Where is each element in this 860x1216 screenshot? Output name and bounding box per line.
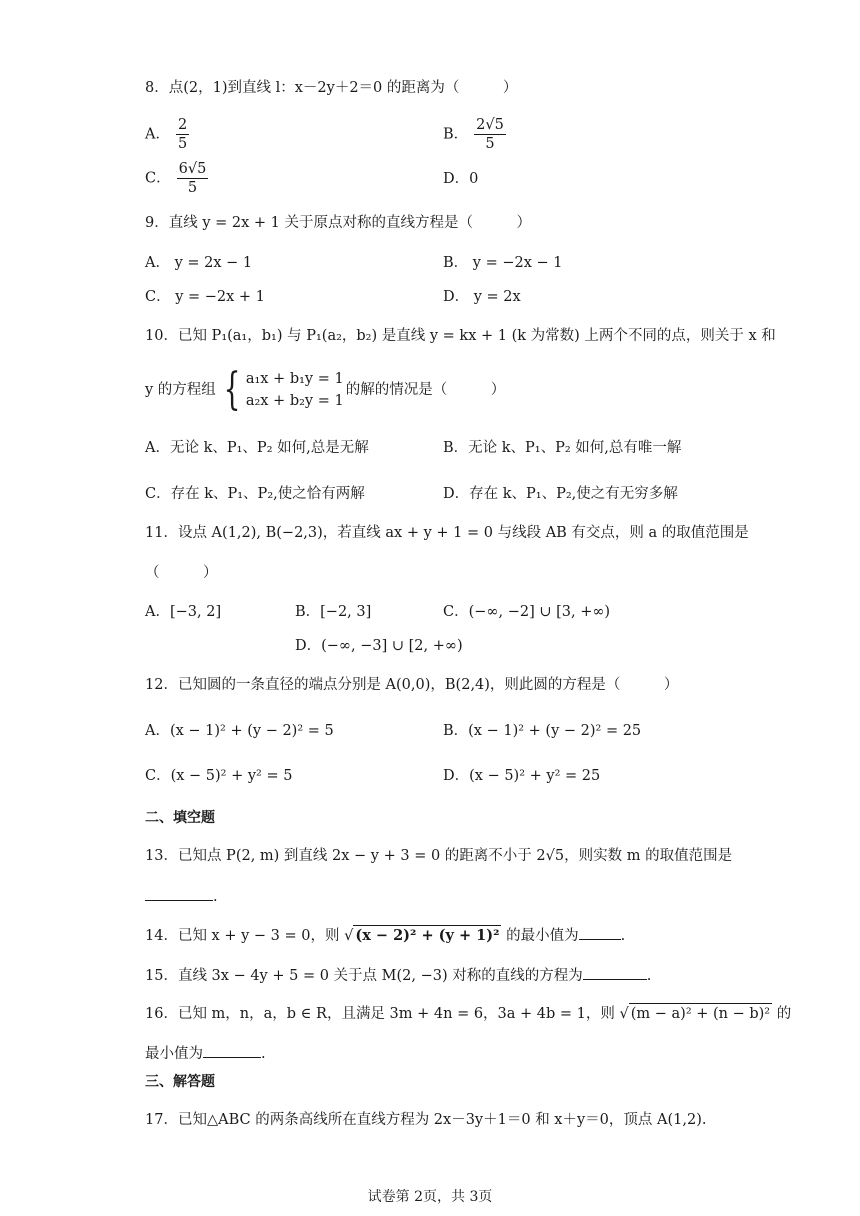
q10-option-c: C．存在 k、P₁、P₂,使之恰有两解	[145, 486, 365, 502]
q12-option-a: A．(x − 1)² + (y − 2)² = 5	[145, 723, 334, 739]
q8-option-c-label: C．	[145, 170, 171, 187]
q8-b-denominator: 5	[485, 136, 495, 152]
q14-post: 的最小值为	[506, 928, 579, 944]
q10-equations	[246, 368, 344, 412]
brace-icon: {	[223, 364, 241, 415]
q11-option-d: D．(−∞, −3] ∪ [2, +∞)	[295, 638, 463, 654]
q8-c-denominator: 5	[187, 180, 198, 196]
q8-option-b-label: B．	[443, 126, 469, 143]
q10-stem-line1: 10．已知 P₁(a₁，b₁) 与 P₁(a₂，b₂) 是直线 y = kx + 1 (k 为常数) 上两个不同的点，则关于 x 和	[145, 328, 776, 344]
q9-stem: 9．直线 y = 2x + 1 关于原点对称的直线方程是（ ）	[145, 215, 531, 231]
section-heading-solutions: 三、解答题	[145, 1074, 215, 1090]
q11-option-b: B．[−2, 3]	[295, 604, 372, 620]
q8-option-a-label: A．	[145, 126, 170, 143]
q15-stem	[145, 965, 651, 986]
q12-option-d: D．(x − 5)² + y² = 25	[443, 768, 601, 784]
q8-option-a-fraction	[176, 116, 189, 153]
section-heading-fill-in: 二、填空题	[145, 810, 215, 826]
sqrt-icon: √	[619, 1006, 629, 1022]
q10-equation-2: a₂x + b₂y = 1	[245, 393, 344, 409]
q17-stem: 17．已知△ABC 的两条高线所在直线方程为 2x－3y＋1＝0 和 x＋y＝0，顶点 A(1,2).	[145, 1112, 707, 1128]
q10-option-a: A．无论 k、P₁、P₂ 如何,总是无解	[145, 440, 369, 456]
q8-c-numerator: 6√5	[178, 161, 207, 177]
q13-answer-blank[interactable]	[145, 886, 213, 901]
q8-stem: 8．点(2，1)到直线 l：x－2y＋2＝0 的距离为（ ）	[145, 80, 518, 96]
q16-post: 的	[776, 1006, 792, 1022]
page-footer: 试卷第 2页，共 3页	[367, 1189, 493, 1205]
q8-option-c	[145, 160, 208, 197]
q9-option-b: B． y = −2x − 1	[443, 255, 563, 271]
q14-stem	[145, 925, 625, 946]
q8-b-numerator: 2√5	[476, 117, 504, 133]
q14-pre: 14．已知 x + y − 3 = 0，则	[145, 928, 340, 944]
q11-stem-line2: （ ）	[145, 565, 218, 581]
q16-line2-pre: 最小值为	[145, 1046, 203, 1062]
q16-stem	[145, 1003, 791, 1024]
q10-option-b: B．无论 k、P₁、P₂ 如何,总有唯一解	[443, 440, 682, 456]
q11-option-a: A．[−3, 2]	[145, 604, 222, 620]
q8-a-numerator: 2	[177, 117, 188, 133]
q8-a-denominator: 5	[177, 136, 188, 152]
q15-pre: 15．直线 3x − 4y + 5 = 0 关于点 M(2, −3) 对称的直线的方程为	[145, 968, 583, 984]
q12-stem: 12．已知圆的一条直径的端点分别是 A(0,0)，B(2,4)，则此圆的方程是（ ）	[145, 677, 679, 693]
q8-option-d: D．0	[443, 171, 479, 187]
q12-option-b: B．(x − 1)² + (y − 2)² = 25	[443, 723, 642, 739]
q12-option-c: C．(x − 5)² + y² = 5	[145, 768, 293, 784]
q13-stem: 13．已知点 P(2, m) 到直线 2x − y + 3 = 0 的距离不小于 2√5，则实数 m 的取值范围是	[145, 848, 733, 864]
q10-stem-pre: y 的方程组	[145, 382, 216, 398]
q13-answer-line	[145, 886, 218, 907]
q8-option-b	[443, 116, 506, 153]
q15-answer-blank[interactable]	[583, 965, 647, 980]
q14-radicand: (x − 2)² + (y + 1)²	[355, 927, 500, 944]
q9-option-d: D． y = 2x	[443, 289, 521, 305]
q8-option-b-fraction	[474, 116, 506, 153]
q10-stem-post: 的解的情况是（ ）	[345, 382, 506, 398]
q11-stem-line1: 11．设点 A(1,2), B(−2,3)，若直线 ax + y + 1 = 0 与线段 AB 有交点，则 a 的取值范围是	[145, 525, 749, 541]
q16-radicand: (m − a)² + (n − b)²	[629, 1003, 772, 1024]
q13-end: .	[213, 889, 218, 905]
q9-option-c: C． y = −2x + 1	[145, 289, 265, 305]
q10-option-d: D．存在 k、P₁、P₂,使之有无穷多解	[443, 486, 678, 502]
q8-option-a	[145, 116, 189, 153]
sqrt-icon: √	[344, 928, 354, 944]
q14-answer-blank[interactable]	[579, 925, 621, 940]
q10-equation-1: a₁x + b₁y = 1	[245, 371, 344, 387]
q16-answer-blank[interactable]	[203, 1043, 261, 1058]
q11-option-c: C．(−∞, −2] ∪ [3, +∞)	[443, 604, 611, 620]
q16-line2-end: .	[261, 1046, 266, 1062]
q15-end: .	[646, 968, 652, 984]
q16-line2	[145, 1043, 266, 1064]
q16-pre: 16．已知 m，n，a，b ∈ R，且满足 3m + 4n = 6，3a + 4b = 1，则	[145, 1006, 615, 1022]
q8-option-c-fraction	[177, 160, 209, 197]
q9-option-a: A． y = 2x − 1	[145, 255, 253, 271]
q14-end: .	[620, 928, 626, 944]
q10-equation-system	[218, 364, 344, 415]
q10-stem-line2	[145, 364, 506, 415]
